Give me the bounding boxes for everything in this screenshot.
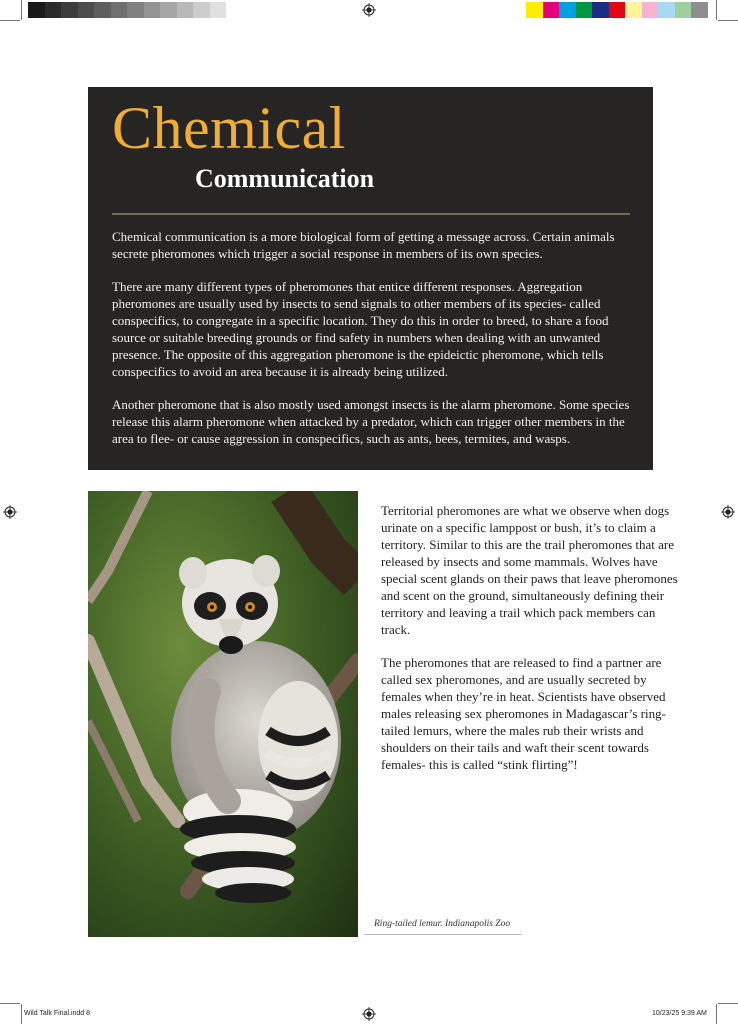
crop-mark	[21, 0, 22, 20]
crop-mark	[716, 0, 717, 20]
body-text	[381, 502, 681, 789]
crop-mark	[0, 1003, 20, 1004]
color-swatch	[61, 2, 78, 18]
crop-mark	[0, 20, 20, 21]
crop-mark	[718, 1003, 738, 1004]
body-paragraph: The pheromones that are released to find a partner are called sex pheromones, and are usually secreted by females when they’re in heat. Scientists have observed males releasing sex pheromones in Madagascar’s ring-tailed lemurs, where the males rub their wrists and shoulders on their tails and waft their scent towards females- this is called “stink flirting”!	[381, 655, 666, 772]
intro-paragraph: Chemical communication is a more biological form of getting a message across. Certain animals secrete pheromones which trigger a social response in members of its own species.	[112, 229, 615, 261]
color-swatch	[193, 2, 210, 18]
color-swatch	[691, 2, 708, 18]
intro-paragraph: There are many different types of pheromones that entice different responses. Aggregation pheromones are usually used by insects to send signals to other members of its species- called conspecifics, to congregate in a specific location. They do this in order to breed, to share a food source or suitable breeding grounds or find safety in numbers when dealing with an unwanted presence. The opposite of this aggregation pheromone is the epideictic pheromone, which tells conspecifics to avoid an area because it is already being utilized.	[112, 279, 609, 379]
crop-mark	[21, 1004, 22, 1024]
crop-mark	[718, 20, 738, 21]
registration-mark-icon	[3, 505, 17, 519]
slug-timestamp: 10/23/25 9:39 AM	[652, 1010, 707, 1017]
color-swatch	[78, 2, 95, 18]
color-swatch	[592, 2, 609, 18]
registration-mark-icon	[362, 1007, 376, 1021]
color-swatch	[658, 2, 675, 18]
color-swatch	[543, 2, 560, 18]
color-swatch	[210, 2, 227, 18]
color-swatch	[526, 2, 543, 18]
page-subtitle: Communication	[195, 164, 375, 193]
intro-paragraph: Another pheromone that is also mostly used amongst insects is the alarm pheromone. Some species release this alarm pheromone when attacked by a predator, which can trigger other members in the area to flee- or cause aggression in conspecifics, such as ants, bees, termites, and wasps.	[112, 397, 630, 446]
color-swatch	[45, 2, 62, 18]
registration-mark-icon	[362, 3, 376, 17]
color-swatch	[675, 2, 692, 18]
color-swatch	[177, 2, 194, 18]
process-color-bar	[526, 2, 708, 18]
color-swatch	[94, 2, 111, 18]
photo-caption: Ring-tailed lemur. Indianapolis Zoo	[374, 919, 511, 929]
color-swatch	[625, 2, 642, 18]
slug-filename: Wild Talk Final.indd 8	[24, 1010, 91, 1017]
color-swatch	[576, 2, 593, 18]
intro-text	[112, 228, 632, 463]
body-paragraph: Territorial pheromones are what we observe when dogs urinate on a specific lamppost or bush, it’s to claim a territory. Similar to this are the trail pheromones that are released by insects and some mammals. Wolves have special scent glands on their paws that leave pheromones and scent on the ground, simultaneously defining their territory and leaving a trail which pack members can track.	[381, 503, 678, 637]
ring-tailed-lemur-photo	[88, 491, 358, 937]
color-swatch	[609, 2, 626, 18]
color-swatch	[111, 2, 128, 18]
caption-rule	[364, 934, 522, 935]
color-swatch	[127, 2, 144, 18]
page-title: Chemical	[112, 95, 346, 161]
grayscale-color-bar	[28, 2, 226, 18]
color-swatch	[642, 2, 659, 18]
color-swatch	[28, 2, 45, 18]
color-swatch	[160, 2, 177, 18]
title-divider	[112, 213, 630, 215]
crop-mark	[716, 1004, 717, 1024]
color-swatch	[559, 2, 576, 18]
registration-mark-icon	[721, 505, 735, 519]
color-swatch	[144, 2, 161, 18]
